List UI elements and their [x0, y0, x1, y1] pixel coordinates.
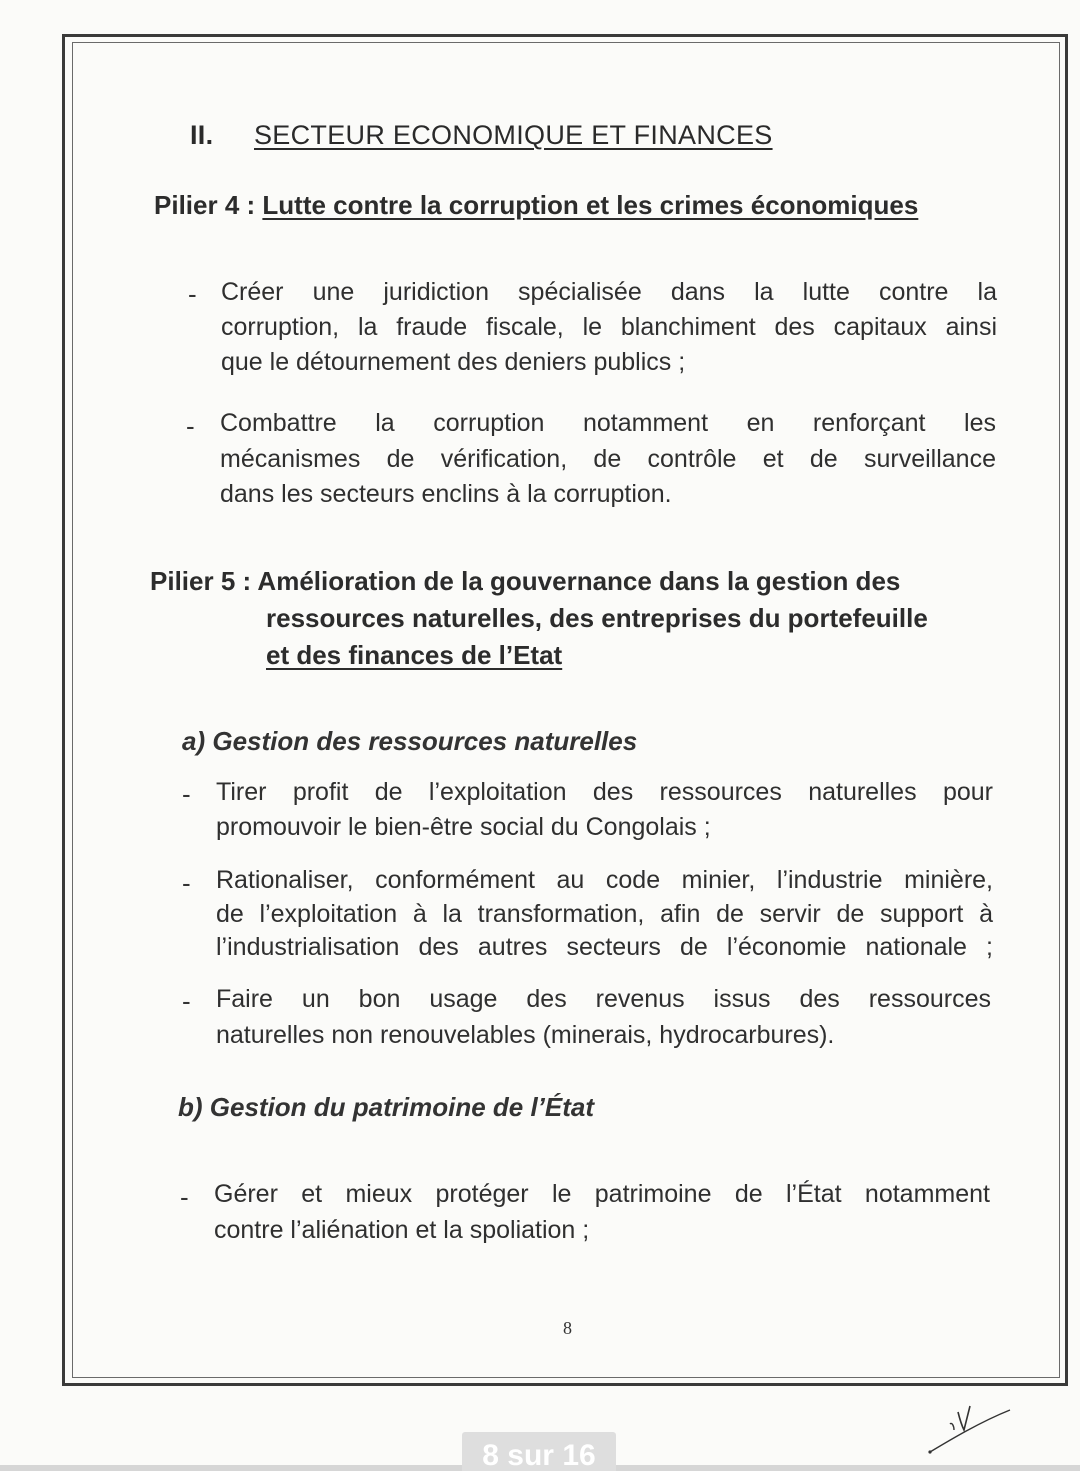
paragraph-line: Créer une juridiction spécialisée dans la lutte contre la — [221, 278, 997, 306]
pillar-5-heading-line1 — [150, 566, 900, 597]
pillar-5-title-line3: et des finances de l’Etat — [266, 640, 563, 670]
paragraph-line: que le détournement des deniers publics ; — [221, 348, 686, 376]
paragraph-line: Tirer profit de l’exploitation des ressources naturelles pour — [216, 778, 993, 806]
paragraph-line: Rationaliser, conformément au code minier, l’industrie minière, — [216, 866, 993, 894]
pillar-5-label: Pilier 5 : — [150, 566, 252, 596]
bullet-dash: - — [182, 868, 191, 898]
paragraph-line: l’industrialisation des autres secteurs de l’économie nationale ; — [216, 933, 993, 961]
pillar-4-heading — [154, 190, 918, 221]
paragraph-line: Combattre la corruption notamment en renforçant les — [220, 409, 996, 437]
paragraph-line: de l’exploitation à la transformation, afin de servir de support à — [216, 900, 993, 928]
paragraph-line: Faire un bon usage des revenus issus des ressources — [216, 985, 991, 1013]
paragraph-line: naturelles non renouvelables (minerais, hydrocarbures). — [216, 1021, 835, 1049]
page-indicator[interactable]: 8 sur 16 — [462, 1432, 616, 1471]
paragraph-line: contre l’aliénation et la spoliation ; — [214, 1216, 590, 1244]
bullet-dash: - — [182, 779, 191, 809]
pillar-5-heading-line3 — [266, 640, 562, 671]
subsection-a-title: a) Gestion des ressources naturelles — [182, 726, 638, 756]
bullet-dash: - — [182, 986, 191, 1016]
bullet-dash: - — [180, 1182, 189, 1212]
signature-mark — [920, 1400, 1020, 1460]
subsection-b-title: b) Gestion du patrimoine de l’État — [178, 1092, 595, 1122]
paragraph-line: Gérer et mieux protéger le patrimoine de l’État notamment — [214, 1180, 990, 1208]
pillar-4-label: Pilier 4 : — [154, 190, 256, 220]
pillar-5-title-line2: ressources naturelles, des entreprises du portefeuille — [266, 603, 928, 633]
bullet-dash: - — [188, 279, 197, 309]
paragraph-line: promouvoir le bien-être social du Congolais ; — [216, 813, 711, 841]
pillar-5-title-line1: Amélioration de la gouvernance dans la gestion des — [257, 566, 901, 596]
paragraph-line: dans les secteurs enclins à la corruption. — [220, 480, 672, 508]
pillar-4-title: Lutte contre la corruption et les crimes économiques — [262, 190, 919, 220]
page-number: 8 — [563, 1318, 572, 1338]
paragraph-line: mécanismes de vérification, de contrôle et de surveillance — [220, 445, 996, 473]
bullet-dash: - — [186, 411, 195, 441]
section-title: SECTEUR ECONOMIQUE ET FINANCES — [254, 120, 773, 150]
paragraph-line: corruption, la fraude fiscale, le blanchiment des capitaux ainsi — [221, 313, 997, 341]
section-heading — [190, 120, 773, 151]
section-number: II. — [190, 120, 214, 150]
